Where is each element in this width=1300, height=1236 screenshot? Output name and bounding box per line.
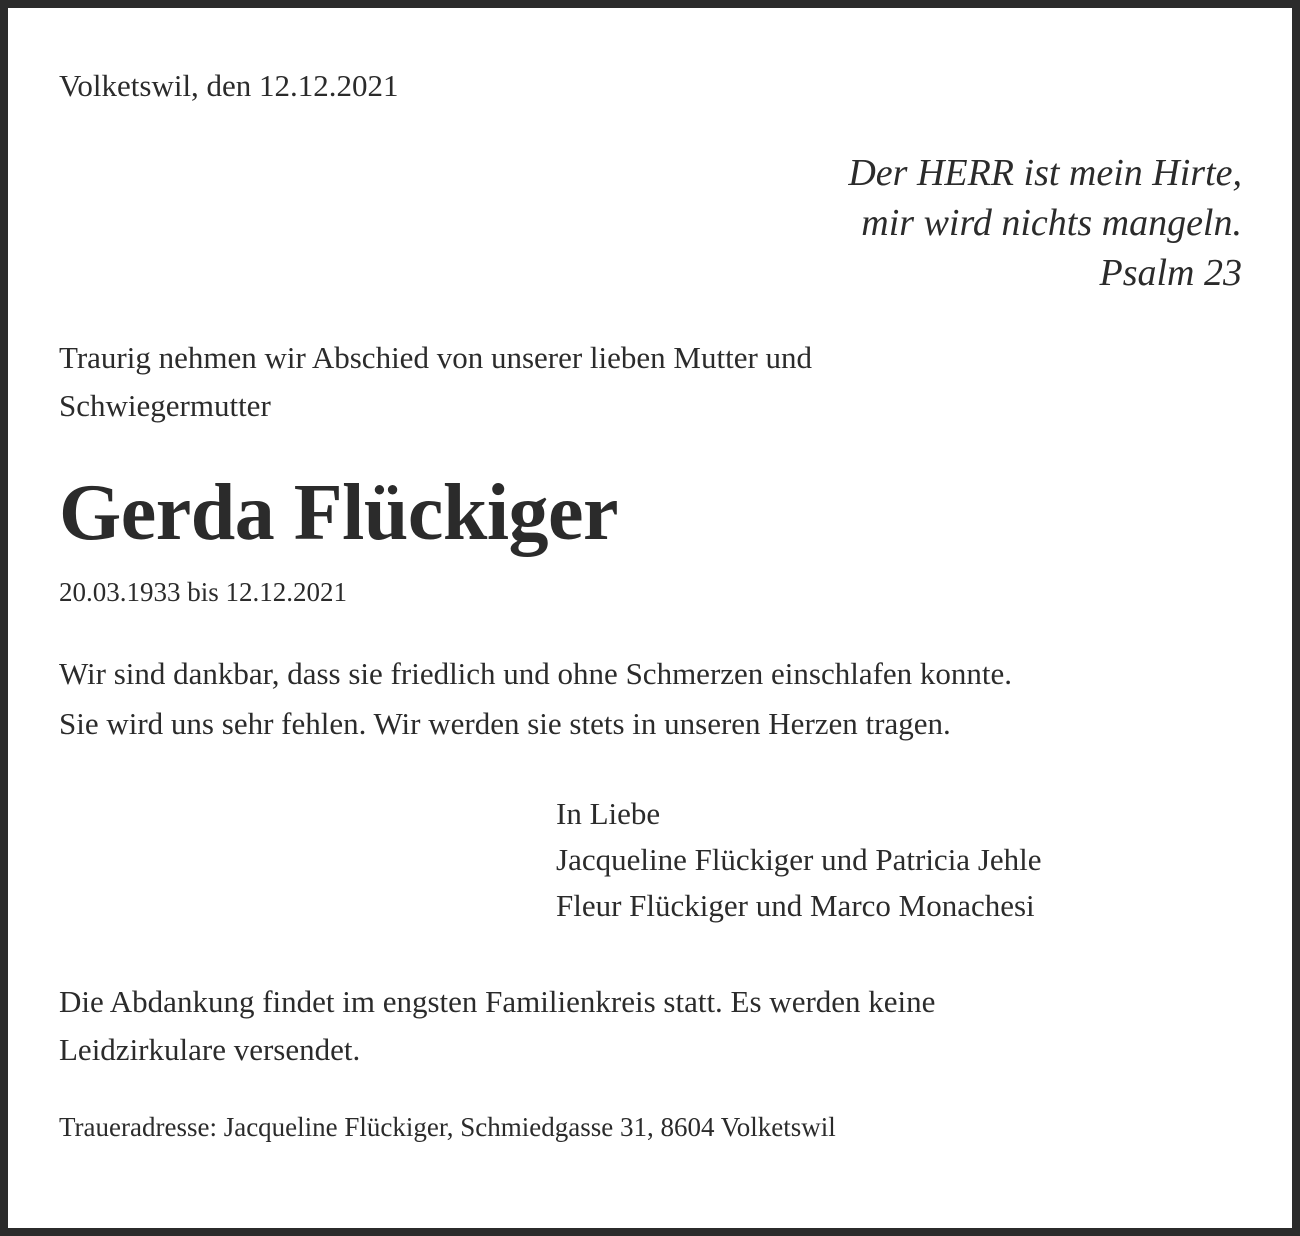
psalm-reference: Psalm 23 bbox=[1099, 252, 1242, 294]
signature-family-1: Jacqueline Flückiger und Patricia Jehle bbox=[556, 842, 1042, 877]
intro-line-2: Schwiegermutter bbox=[59, 388, 271, 423]
ceremony-info bbox=[59, 978, 1259, 1074]
ceremony-line-1: Die Abdankung findet im engsten Familienkreis statt. Es werden keine bbox=[59, 984, 936, 1019]
psalm-line-1: Der HERR ist mein Hirte, bbox=[848, 152, 1242, 194]
psalm-quote bbox=[542, 148, 1242, 298]
intro-line-1: Traurig nehmen wir Abschied von unserer lieben Mutter und bbox=[59, 340, 813, 375]
intro-text bbox=[59, 334, 1159, 430]
life-dates: 20.03.1933 bis 12.12.2021 bbox=[59, 577, 348, 607]
gratitude-text bbox=[59, 649, 1269, 749]
mourning-address: Traueradresse: Jacqueline Flückiger, Schmiedgasse 31, 8604 Volketswil bbox=[59, 1112, 836, 1142]
deceased-name: Gerda Flückiger bbox=[59, 469, 619, 557]
gratitude-line-2: Sie wird uns sehr fehlen. Wir werden sie stets in unseren Herzen tragen. bbox=[59, 706, 951, 741]
ceremony-line-2: Leidzirkulare versendet. bbox=[59, 1032, 361, 1067]
place-date: Volketswil, den 12.12.2021 bbox=[59, 68, 399, 103]
signature-family-2: Fleur Flückiger und Marco Monachesi bbox=[556, 888, 1035, 923]
gratitude-line-1: Wir sind dankbar, dass sie friedlich und ohne Schmerzen einschlafen konnte. bbox=[59, 656, 1013, 691]
psalm-line-2: mir wird nichts mangeln. bbox=[861, 202, 1242, 244]
signature-greeting: In Liebe bbox=[556, 796, 661, 831]
signatures bbox=[556, 791, 1042, 929]
